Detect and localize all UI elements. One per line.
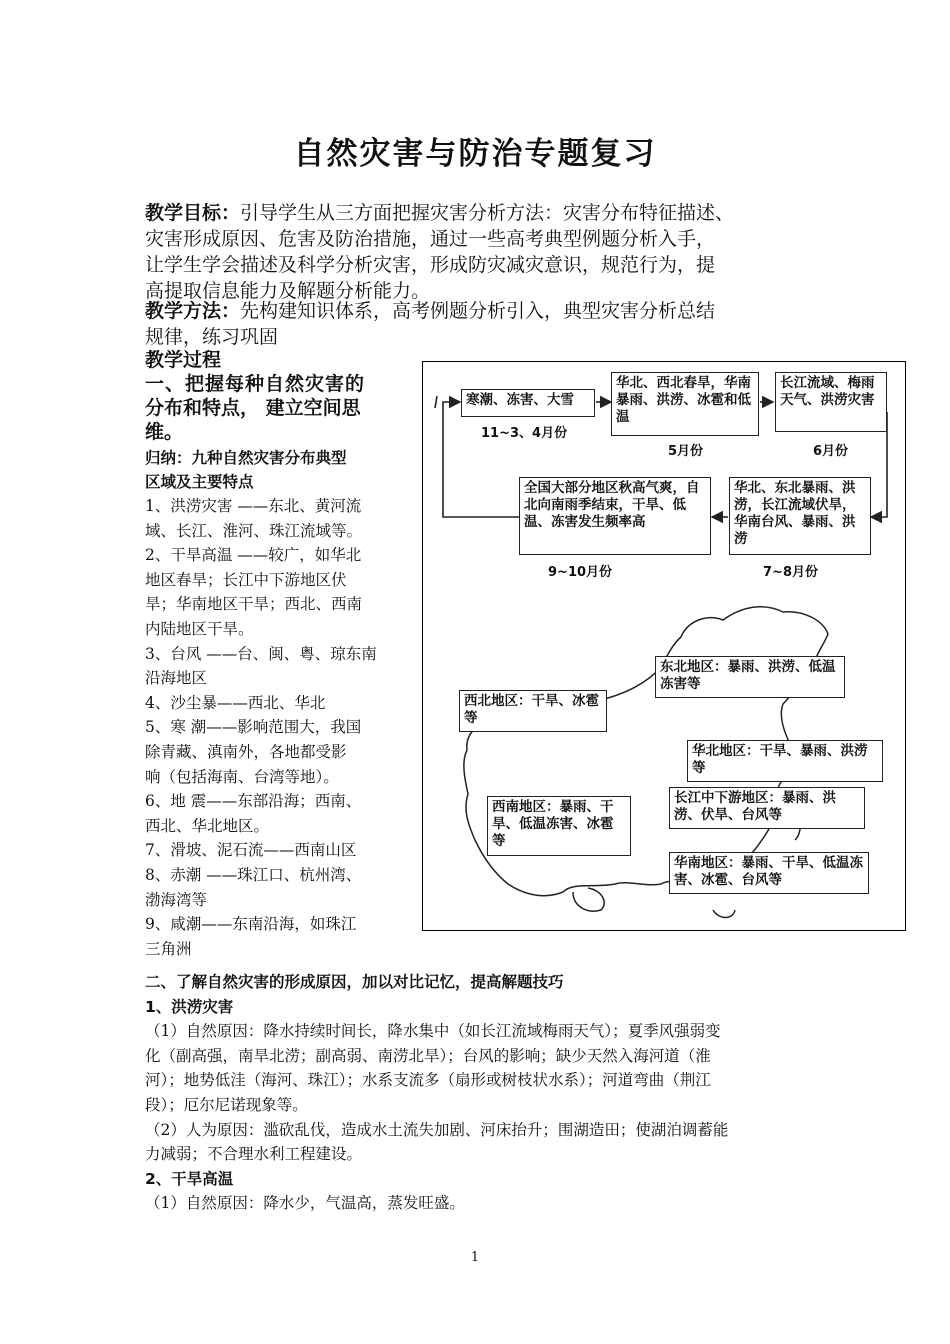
item-line: 8、赤潮 ——珠江口、杭州湾、 xyxy=(145,865,362,884)
process-column xyxy=(145,348,415,961)
part2-heading: 二、了解自然灾害的形成原因，加以对比记忆，提高解题技巧 xyxy=(145,973,564,991)
item-line: 2、干旱高温 ——较广，如华北 xyxy=(145,546,362,565)
summary-line: 归纳：九种自然灾害分布典型 xyxy=(145,449,347,467)
part1-heading-line: 分布和特点， 建立空间思 xyxy=(145,397,361,419)
objective-line: 高提取信息能力及解题分析能力。 xyxy=(145,280,431,302)
method-label: 教学方法： xyxy=(145,300,241,322)
process-heading: 教学过程 xyxy=(145,349,222,371)
objective-paragraph xyxy=(145,200,825,304)
summary-line: 区域及主要特点 xyxy=(145,473,254,491)
page-title: 自然灾害与防治专题复习 xyxy=(293,136,657,172)
objective-line: 灾害形成原因、危害及防治措施，通过一些高考典型例题分析入手， xyxy=(145,228,716,250)
page-number: 1 xyxy=(470,1250,480,1265)
region-box-north-china: 华北地区：干旱、暴雨、洪涝等 xyxy=(687,740,883,782)
flow-caption-may: 5月份 xyxy=(668,444,704,459)
flood-line: 河）；地势低洼（海河、珠江）；水系支流多（扇形或树枝状水系）；河道弯曲（荆江 xyxy=(145,1071,711,1090)
region-box-yangtze: 长江中下游地区：暴雨、洪涝、伏旱、台风等 xyxy=(669,787,865,829)
part1-heading-line: 维。 xyxy=(145,421,184,443)
drought-heading: 2、干旱高温 xyxy=(145,1169,234,1188)
region-box-northeast: 东北地区：暴雨、洪涝、低温冻害等 xyxy=(655,656,845,698)
disaster-figure xyxy=(422,361,906,931)
item-line: 域、长江、淮河、珠江流域等。 xyxy=(145,521,363,540)
item-line: 7、滑坡、泥石流——西南山区 xyxy=(145,841,357,860)
flow-caption-june: 6月份 xyxy=(813,444,849,459)
item-line: 沿海地区 xyxy=(145,669,208,688)
item-line: 1、洪涝灾害 ——东北、黄河流 xyxy=(145,497,362,515)
item-line: 三角洲 xyxy=(145,939,192,958)
method-line: 先构建知识体系，高考例题分析引入，典型灾害分析总结 xyxy=(240,300,716,322)
item-line: 响（包括海南、台湾等地）。 xyxy=(145,767,339,786)
item-line: 除青藏、滇南外，各地都受影 xyxy=(145,742,347,761)
region-box-southwest: 西南地区：暴雨、干旱、低温冻害、冰雹等 xyxy=(487,796,631,856)
objective-line: 引导学生从三方面把握灾害分析方法：灾害分布特征描述、 xyxy=(240,202,735,224)
item-line: 渤海湾等 xyxy=(145,890,208,909)
flood-heading: 1、洪涝灾害 xyxy=(145,997,234,1016)
part2-section xyxy=(145,970,825,1216)
flood-line: 化（副高强，南旱北涝；副高弱、南涝北旱）；台风的影响；缺少天然入海河道（淮 xyxy=(145,1046,711,1065)
item-line: 旱；华南地区干旱；西北、西南 xyxy=(145,595,363,614)
region-box-northwest: 西北地区：干旱、冰雹等 xyxy=(459,690,607,732)
objective-label: 教学目标： xyxy=(145,202,241,224)
region-box-south-china: 华南地区：暴雨、干旱、低温冻害、冰雹、台风等 xyxy=(669,852,869,894)
method-line: 规律，练习巩固 xyxy=(145,326,279,348)
item-line: 西北、华北地区。 xyxy=(145,816,270,835)
flow-caption-winter: 11~3、4月份 xyxy=(481,426,568,441)
flood-line: 段）；厄尔尼诺现象等。 xyxy=(145,1095,308,1114)
flood-line: 力减弱；不合理水利工程建设。 xyxy=(145,1145,363,1164)
flow-box-june: 长江流域、梅雨天气、洪涝灾害 xyxy=(775,372,887,432)
flow-tick xyxy=(435,396,437,408)
item-line: 6、地 震——东部沿海；西南、 xyxy=(145,792,362,811)
flow-box-winter: 寒潮、冻害、大雪 xyxy=(461,389,595,417)
flood-line: （1）自然原因：降水持续时间长，降水集中（如长江流域梅雨天气）；夏季风强弱变 xyxy=(145,1022,721,1041)
item-line: 9、咸潮——东南沿海，如珠江 xyxy=(145,915,357,934)
method-paragraph xyxy=(145,298,825,350)
part1-heading-line: 一、把握每种自然灾害的 xyxy=(145,373,366,395)
item-line: 4、沙尘暴——西北、华北 xyxy=(145,693,326,712)
objective-line: 让学生学会描述及科学分析灾害，形成防灾减灾意识，规范行为，提 xyxy=(145,254,716,276)
item-line: 5、寒 潮——影响范围大，我国 xyxy=(145,718,362,737)
item-line: 内陆地区干旱。 xyxy=(145,619,254,638)
drought-line: （1）自然原因：降水少，气温高，蒸发旺盛。 xyxy=(145,1194,465,1213)
flow-caption-july-august: 7~8月份 xyxy=(763,565,818,580)
flow-box-sept-oct: 全国大部分地区秋高气爽，自北向南雨季结束，干旱、低温、冻害发生频率高 xyxy=(519,477,711,555)
flow-box-july-august: 华北、东北暴雨、洪涝，长江流域伏旱，华南台风、暴雨、洪涝 xyxy=(729,477,871,555)
flow-arrow xyxy=(443,402,519,517)
flow-caption-sept-oct: 9~10月份 xyxy=(548,565,613,580)
flood-line: （2）人为原因：滥砍乱伐，造成水土流失加剧、河床抬升；围湖造田；使湖泊调蓄能 xyxy=(145,1120,729,1139)
item-line: 地区春旱；长江中下游地区伏 xyxy=(145,570,347,589)
item-line: 3、台风 ——台、闽、粤、琼东南 xyxy=(145,644,377,663)
flow-box-may: 华北、西北春旱，华南暴雨、洪涝、冰雹和低温 xyxy=(611,372,759,436)
